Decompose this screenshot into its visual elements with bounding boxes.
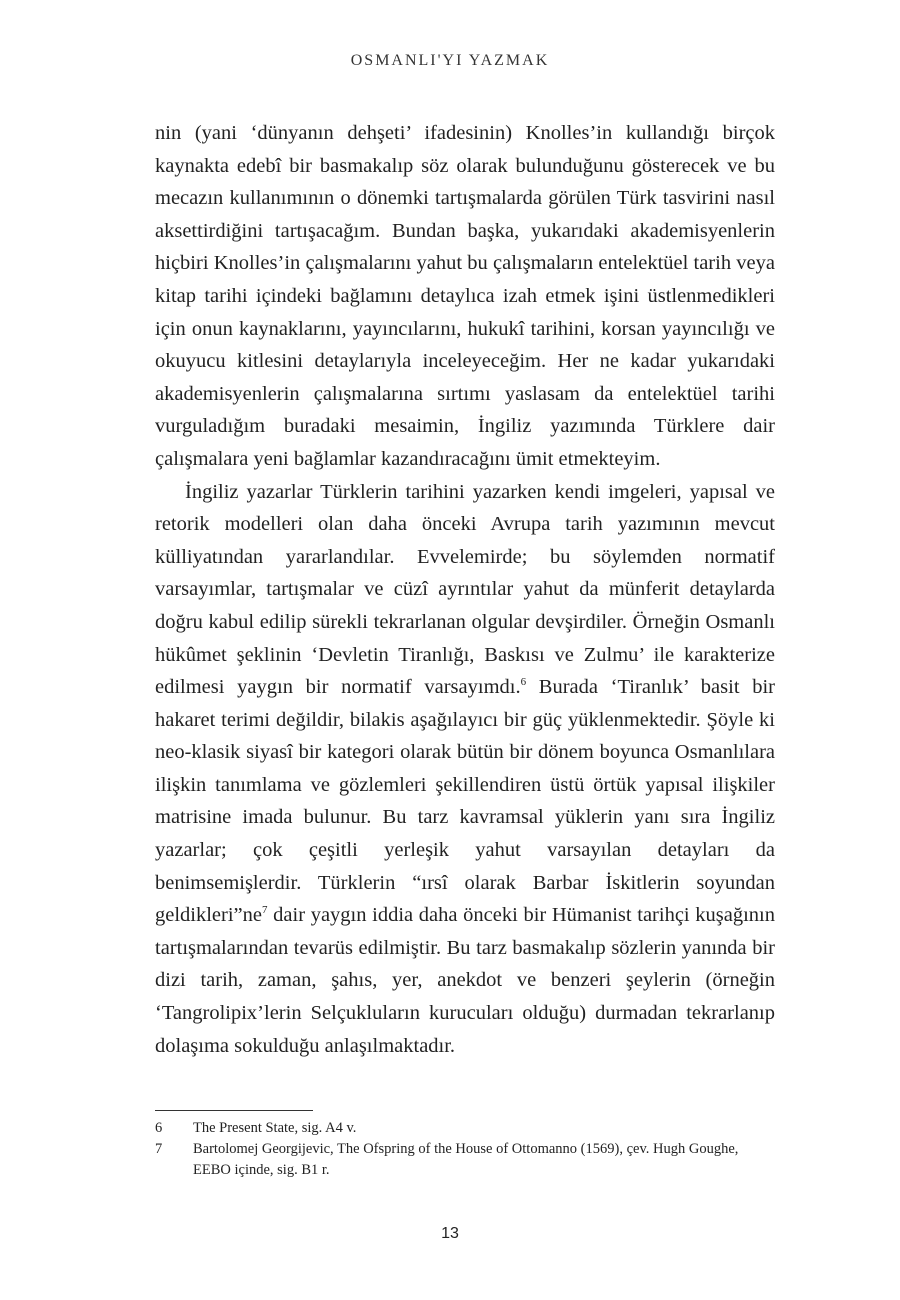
footnote-text: The Present State, sig. A4 v. <box>193 1120 357 1136</box>
footnotes <box>155 1118 775 1181</box>
running-title: OSMANLI'YI YAZMAK <box>350 52 550 69</box>
paragraph-1: nin (yani ‘dünyanın dehşeti’ ifadesinin) Knolles’in kullandığı birçok kaynakta edebî bir basmakalıp söz olarak bulunduğunu gösterecek ve bu mecazın kullanımının o dönemki tartışmalarda görülen Türk tasvirini nasıl aksettirdiğini tartışacağım. Bundan başka, yukarıdaki akademisyenlerin hiçbiri Knolles’in çalışmalarını yahut bu çalışmaların entelektüel tarih veya kitap tarihi içindeki bağlamını detaylıca izah etmek işini üstlenmedikleri için onun kaynaklarını, yayıncılarını, hukukî tarihini, korsan yayıncılığı ve okuyucu kitlesini detaylarıyla inceleyeceğim. Her ne kadar yukarıdaki akademisyenlerin çalışmalarına sırtımı yaslasam da entelektüel tarihi vurguladığım buradaki mesaimin, İngiliz yazımında Türklere dair çalışmalara yeni bağlamlar kazandıracağını ümit etmekteyim. <box>155 122 775 470</box>
paragraph-2 <box>155 476 775 1063</box>
footnote-ref-6[interactable]: 6 <box>520 676 527 689</box>
footnote-text: Bartolomej Georgijevic, The Ofspring of the House of Ottomanno (1569), çev. Hugh Goughe, EEBO içinde, sig. B1 r. <box>193 1141 739 1178</box>
body-text <box>155 117 775 1062</box>
paragraph-2-part-2: Burada ‘Tiranlık’ basit bir hakaret terimi değildir, bilakis aşağılayıcı bir güç yüklenmektedir. Şöyle ki neo-klasik siyasî bir kategori olarak bütün bir dönem boyunca Osmanlılara ilişkin tanımlama ve gözlemleri şekillendiren üstü örtük yapısal ilişkiler matrisine imada bulunur. Bu tarz kavramsal yüklerin yanı sıra İngiliz yazarlar; çok çeşitli yerleşik yahut varsayılan detayları da benimsemişlerdir. Türklerin “ırsî olarak Barbar İskitlerin soyundan geldikleri”ne <box>155 676 775 927</box>
footnote-item <box>155 1139 775 1181</box>
page-number: 13 <box>441 1225 459 1242</box>
footnote-ref-7[interactable]: 7 <box>262 904 268 917</box>
paragraph-2-part-1: İngiliz yazarlar Türklerin tarihini yazarken kendi imgeleri, yapısal ve retorik modelleri olan daha önceki Avrupa tarih yazımının mevcut külliyatından yararlandılar. Evvelemirde; bu söylemden normatif varsayımlar, tartışmalar ve cüzî ayrıntılar yahut da münferit detaylarda doğru kabul edilip sürekli tekrarlanan olgular devşirdiler. Örneğin Osmanlı hükûmet şeklinin ‘Devletin Tiranlığı, Baskısı ve Zulmu’ ile karakterize edilmesi yaygın bir normatif varsayımdı. <box>155 480 775 699</box>
paragraph-2-part-3: dair yaygın iddia daha önceki bir Hümanist tarihçi kuşağının tartışmalarından tevarüs edilmiştir. Bu tarz basmakalıp sözlerin yanında bir dizi tarih, zaman, şahıs, yer, anekdot ve benzeri şeylerin (örneğin ‘Tangrolipix’lerin Selçukluların kurucuları olduğu) durmadan tekrarlanıp dolaşıma sokulduğu anlaşılmaktadır. <box>155 904 775 1057</box>
footnote-number: 7 <box>155 1141 163 1157</box>
footnote-divider <box>155 1110 313 1111</box>
footnote-number: 6 <box>155 1120 163 1136</box>
footnote-item <box>155 1118 775 1139</box>
